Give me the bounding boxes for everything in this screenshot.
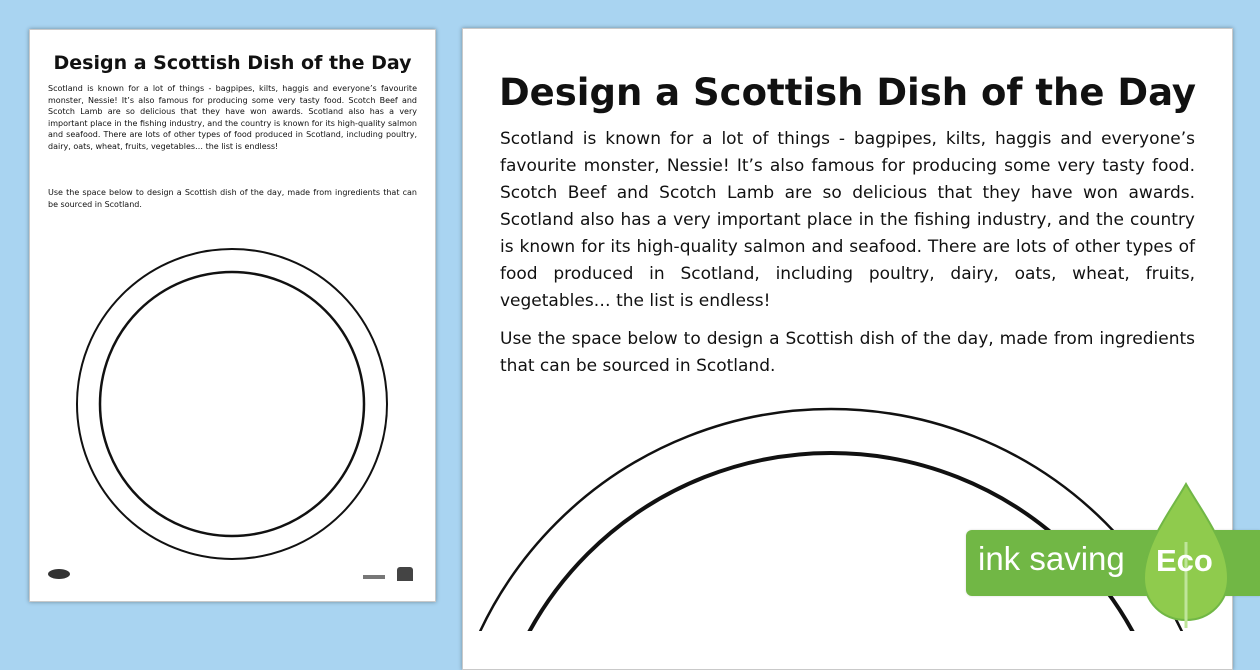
worksheet-thumbnail <box>29 29 436 602</box>
resource-code-mark <box>363 575 385 579</box>
worksheet-instructions-text: Use the space below to design a Scottish dish of the day, made from ingredients that can be sourced in Scotland. <box>500 329 1195 376</box>
eco-label: Eco <box>1156 543 1213 578</box>
ink-saving-label: ink saving <box>978 540 1125 577</box>
worksheet-title: Design a Scottish Dish of the Day <box>498 71 1197 114</box>
thumbnail-title: Design a Scottish Dish of the Day <box>53 52 412 74</box>
worksheet-intro-text: Scotland is known for a lot of things - bagpipes, kilts, haggis and everyone’s favourite monster, Nessie! It’s also famous for producing some very tasty food. Scotch Beef and Scotch Lamb are so delicious that they have won awards. Scotland also has a very important place in the fishing industry, and the country is known for its high-quality salmon and seafood. There are lots of other types of food produced in Scotland, including poultry, dairy, oats, wheat, fruits, vegetables… the list is endless! <box>500 129 1195 311</box>
thumbnail-instructions-text: Use the space below to design a Scottish dish of the day, made from ingredients that can be sourced in Scotland. <box>48 188 417 209</box>
footer-icon <box>397 567 413 581</box>
thumbnail-plate-outline <box>30 30 435 601</box>
publisher-logo <box>48 569 70 579</box>
thumbnail-intro-text: Scotland is known for a lot of things - bagpipes, kilts, haggis and everyone’s favourite monster, Nessie! It’s also famous for producing some very tasty food. Scotch Beef and Scotch Lamb are so delicious that they have won awards. Scotland also has a very important place in the fishing industry, and the country is known for its high-quality salmon and seafood. There are lots of other types of food produced in Scotland, including poultry, dairy, oats, wheat, fruits, vegetables… the list is endless! <box>48 84 417 151</box>
